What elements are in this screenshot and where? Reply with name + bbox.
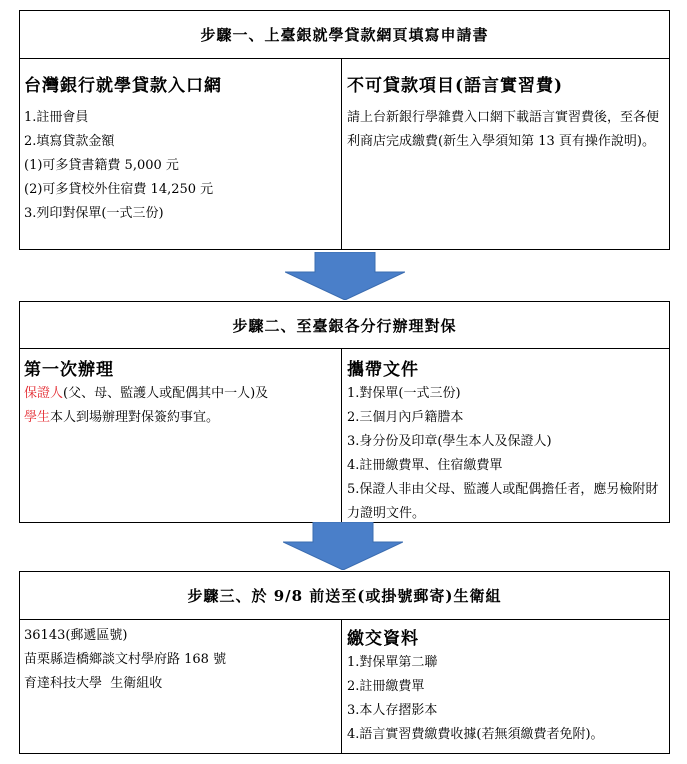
step3-left-panel	[20, 620, 342, 753]
list-item: 4.語言實習費繳費收據(若無須繳費者免附)。	[347, 727, 604, 742]
step3-box	[19, 571, 670, 754]
list-item: 3.列印對保單(一式三份)	[24, 206, 164, 221]
down-arrow-icon	[283, 522, 403, 570]
step2-left-text	[24, 382, 341, 430]
step2-left-text2: 本人到場辦理對保簽約事宜。	[50, 410, 220, 425]
step2-left-text1: (父、母、監護人或配偶其中一人)及	[63, 386, 269, 401]
step2-right-panel	[342, 349, 669, 522]
step2-title: 步驟二、至臺銀各分行辦理對保	[232, 316, 457, 335]
step1-title: 步驟一、上臺銀就學貸款網頁填寫申請書	[200, 26, 489, 44]
step3-title: 步驟三、於 9/8 前送至(或掛號郵寄)生衛組	[187, 587, 502, 605]
list-item: 2.三個月內戶籍謄本	[347, 410, 464, 425]
list-item: 5.保證人非由父母、監護人或配偶擔任者，應另檢附財力證明文件。	[347, 482, 659, 521]
step1-header	[20, 11, 669, 59]
list-item: (2)可多貸校外住宿費 14,250 元	[24, 182, 214, 197]
list-item: 1.對保單(一式三份)	[347, 386, 461, 401]
step3-header	[20, 572, 669, 620]
list-item: 1.註冊會員	[24, 110, 89, 125]
list-item: 2.填寫貸款金額	[24, 134, 115, 149]
list-item: 2.註冊繳費單	[347, 679, 425, 694]
step2-left-title: 第一次辦理	[24, 360, 114, 380]
step1-left-panel	[20, 59, 342, 249]
step2-left-panel	[20, 349, 342, 522]
list-item: 36143(郵遞區號)	[24, 628, 128, 643]
list-item: 3.身分份及印章(學生本人及保證人)	[347, 434, 552, 449]
step1-right-panel	[342, 59, 669, 249]
guarantor-highlight: 保證人	[24, 386, 64, 401]
step1-right-title: 不可貸款項目(語言實習費)	[347, 76, 564, 96]
step2-right-title: 攜帶文件	[347, 360, 419, 380]
list-item: 4.註冊繳費單、住宿繳費單	[347, 458, 503, 473]
down-arrow-icon	[285, 252, 405, 300]
step2-header	[20, 302, 669, 349]
list-item: 1.對保單第二聯	[347, 655, 438, 670]
step3-right-title: 繳交資料	[347, 629, 419, 649]
step2-box	[19, 301, 670, 523]
list-item: (1)可多貸書籍費 5,000 元	[24, 158, 179, 173]
step1-box	[19, 10, 670, 250]
step3-right-panel	[342, 620, 669, 753]
step1-right-text: 請上台新銀行學雜費入口網下載語言實習費後，至各便利商店完成繳費(新生入學須知第 13 頁有操作說明)。	[347, 110, 660, 149]
step1-left-title: 台灣銀行就學貸款入口網	[24, 76, 222, 96]
list-item: 育達科技大學 生衛組收	[24, 676, 163, 691]
student-highlight: 學生	[24, 410, 51, 425]
list-item: 3.本人存摺影本	[347, 703, 438, 718]
list-item: 苗栗縣造橋鄉談文村學府路 168 號	[24, 652, 227, 667]
